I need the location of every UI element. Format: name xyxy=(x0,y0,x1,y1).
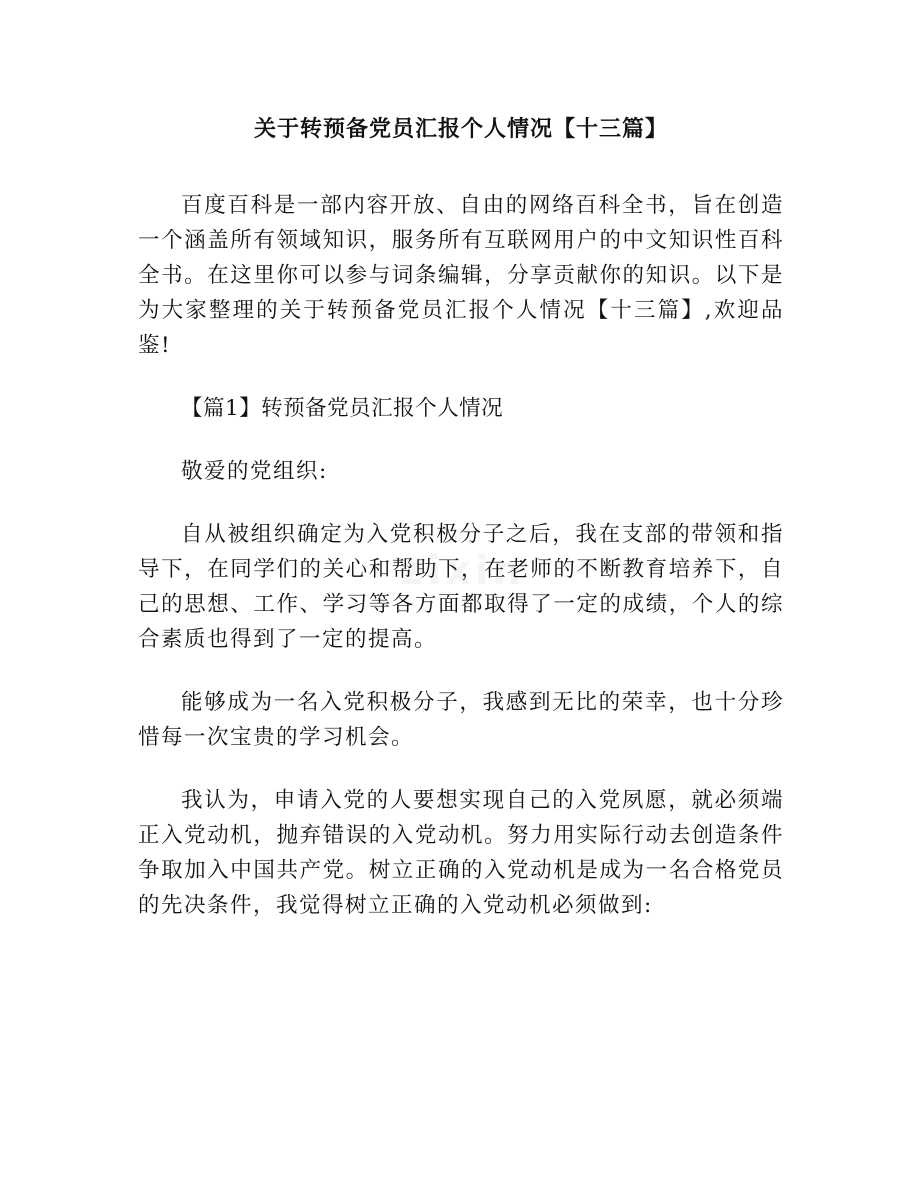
salutation: 敬爱的党组织: xyxy=(181,459,328,484)
body-paragraph-3: 我认为，申请入党的人要想实现自己的入党夙愿，就必须端正入党动机，抛弃错误的入党动机。努力用实际行动去创造条件争取加入中国共产党。树立正确的入党动机是成为一名合格党员的先决条件，我觉得树立正确的入党动机必须做到: xyxy=(138,788,784,918)
body-paragraph-1: 自从被组织确定为入党积极分子之后，我在支部的带领和指导下，在同学们的关心和帮助下，在老师的不断教育培养下，自己的思想、工作、学习等各方面都取得了一定的成绩，个人的综合素质也得到了一定的提高。 xyxy=(138,522,784,652)
document-title: 关于转预备党员汇报个人情况【十三篇】 xyxy=(253,117,668,142)
section-heading: 【篇1】转预备党员汇报个人情况 xyxy=(181,396,504,421)
body-paragraph-2: 能够成为一名入党积极分子，我感到无比的荣幸，也十分珍惜每一次宝贵的学习机会。 xyxy=(138,690,784,750)
intro-paragraph: 百度百科是一部内容开放、自由的网络百科全书，旨在创造一个涵盖所有领域知识，服务所有互联网用户的中文知识性百科全书。在这里你可以参与词条编辑，分享贡献你的知识。以下是为大家整理的关于转预备党员汇报个人情况【十三篇】,欢迎品鉴! xyxy=(138,193,784,358)
